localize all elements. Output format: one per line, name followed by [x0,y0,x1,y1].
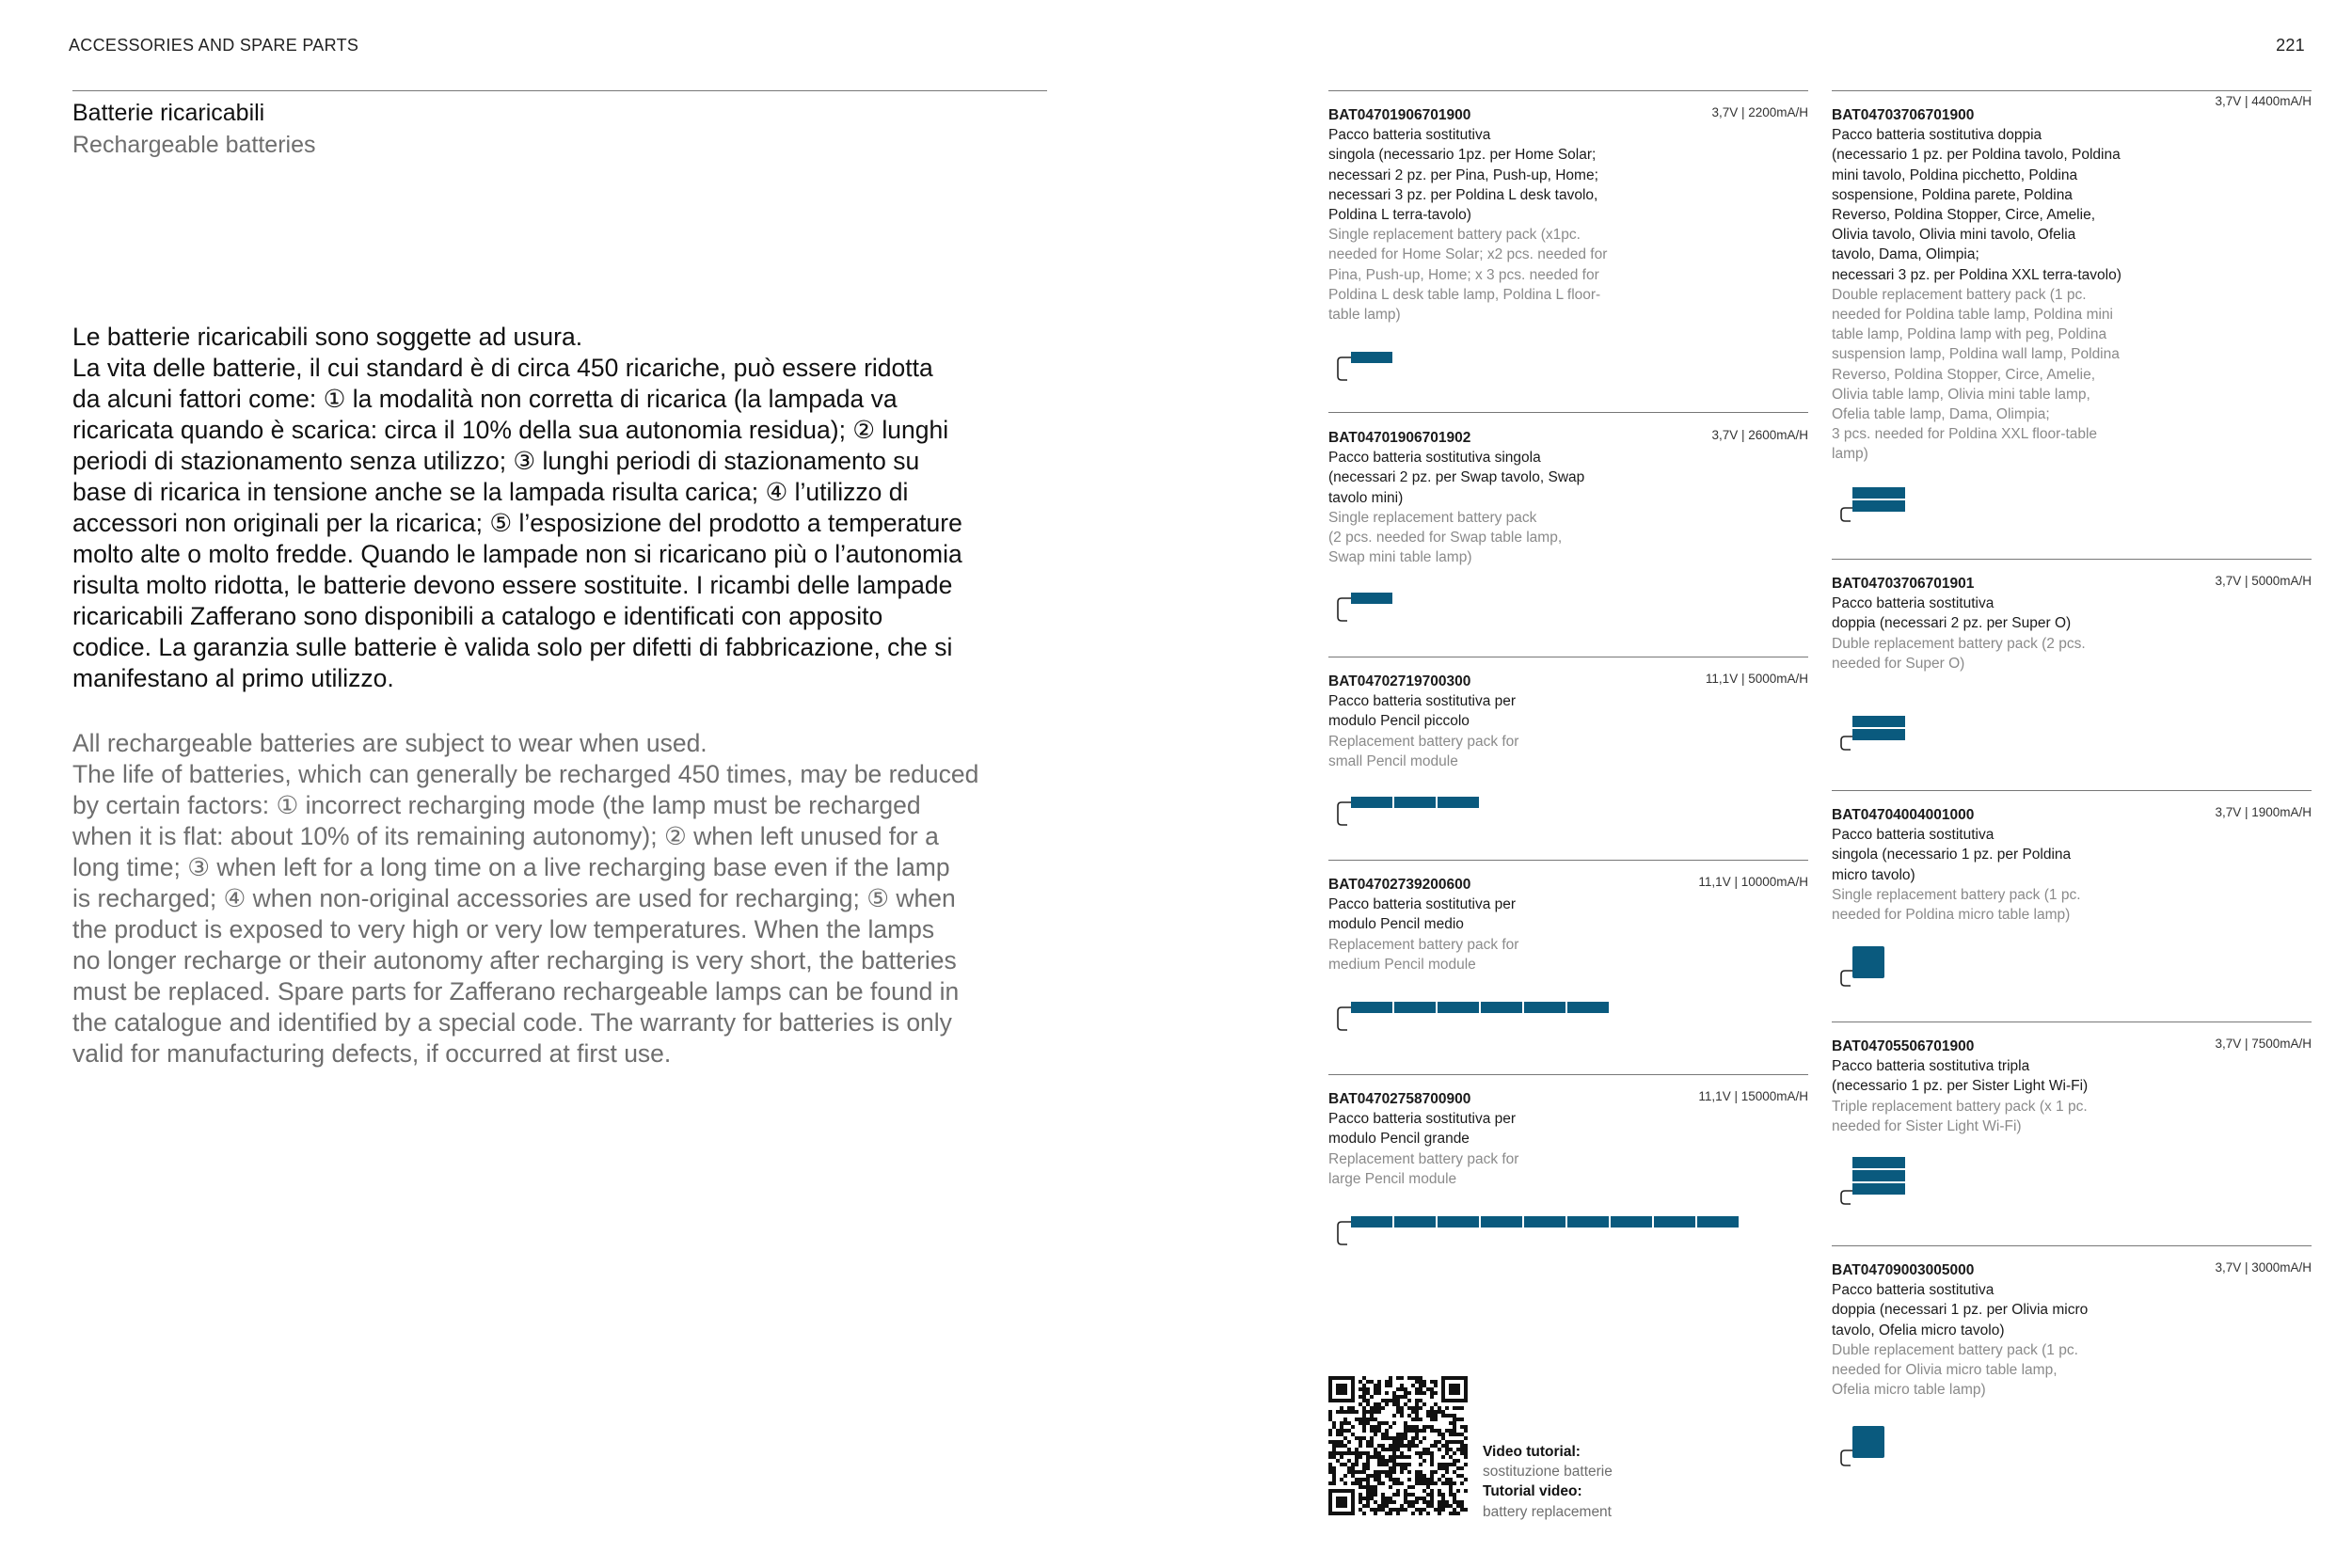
description-en: Duble replacement battery pack (2 pcs. [1832,635,2086,652]
battery-spec: 11,1V | 5000mA/H [1705,672,1808,686]
product-code: BAT04704004001000 [1832,807,1975,823]
battery-cell [1438,1002,1479,1013]
description-en: needed for Poldina micro table lamp) [1832,907,2071,924]
battery-pack-icon [1839,944,1888,993]
text-line: La vita delle batterie, il cui standard è di circa 450 ricariche, può essere ridotta [72,354,933,382]
description-it: Olivia tavolo, Olivia mini tavolo, Ofelia [1832,227,2076,244]
description-it: necessari 2 pz. per Pina, Push-up, Home; [1328,166,1598,183]
description-en: Single replacement battery pack [1328,509,1537,526]
battery-spec: 3,7V | 2200mA/H [1711,105,1808,119]
divider [1832,559,2312,560]
battery-cell [1654,1216,1695,1227]
description-en: Pina, Push-up, Home; x 3 pcs. needed for [1328,266,1599,283]
battery-spec: 3,7V | 7500mA/H [2215,1037,2312,1051]
battery-spec: 3,7V | 4400mA/H [2215,94,2312,108]
battery-wire [1841,971,1852,986]
text-line: no longer recharge or their autonomy after recharging is very short, the batteries [72,946,957,974]
description-it: necessari 3 pz. per Poldina L desk tavolo, [1328,186,1598,203]
section-header: ACCESSORIES AND SPARE PARTS [69,36,359,55]
battery-spec: 3,7V | 2600mA/H [1711,428,1808,442]
video-label-it: Video tutorial: [1483,1444,1581,1460]
battery-cell [1852,1183,1905,1195]
description-en: needed for Home Solar; x2 pcs. needed for [1328,246,1608,263]
battery-cell [1524,1216,1565,1227]
description-en: Replacement battery pack for [1328,1150,1519,1167]
description-en: needed for Super O) [1832,655,1965,672]
divider [1328,412,1808,413]
product-entry [1832,1260,2189,1400]
text-line: by certain factors: ① incorrect recharging mode (the lamp must be recharged [72,791,921,819]
battery-pack-icon [1839,483,1907,532]
description-en: small Pencil module [1328,752,1458,769]
battery-cell [1852,500,1905,512]
description-en: (2 pcs. needed for Swap table lamp, [1328,530,1563,546]
product-entry [1328,1089,1686,1189]
text-line: Le batterie ricaricabili sono soggette ad usura. [72,323,583,351]
description-it: micro tavolo) [1832,866,1915,883]
product-code: BAT04703706701900 [1832,107,1975,123]
product-code: BAT04709003005000 [1832,1262,1975,1278]
battery-spec: 3,7V | 3000mA/H [2215,1260,2312,1275]
description-en: Single replacement battery pack (x1pc. [1328,227,1581,244]
description-it: necessari 3 pz. per Poldina XXL terra-tavolo) [1832,266,2122,283]
battery-cell [1611,1216,1652,1227]
battery-cell [1567,1216,1609,1227]
battery-cell [1852,729,1905,740]
battery-pack-icon [1839,1424,1888,1473]
battery-cell [1438,797,1479,808]
text-line: risulta molto ridotta, le batterie devono essere sostituite. I ricambi delle lampade [72,571,953,599]
description-en: Olivia table lamp, Olivia mini table lamp, [1832,386,2090,403]
text-line: must be replaced. Spare parts for Zafferano rechargeable lamps can be found in [72,977,960,1006]
divider [1832,790,2312,791]
divider [1832,1245,2312,1246]
video-sub-it: sostituzione batterie [1483,1464,1613,1481]
text-line: The life of batteries, which can generally be recharged 450 times, may be reduced [72,760,979,788]
qr-code[interactable] [1328,1376,1468,1520]
description-en: Replacement battery pack for [1328,936,1519,953]
description-it: Pacco batteria sostitutiva per [1328,693,1517,710]
battery-wire [1841,736,1852,750]
product-entry [1832,105,2189,465]
description-it: (necessario 1 pz. per Poldina tavolo, Poldina [1832,147,2121,164]
text-line: molto alte o molto fredde. Quando le lampade non si ricaricano più o l’autonomia [72,540,962,568]
description-en: needed for Sister Light Wi-Fi) [1832,1117,2022,1134]
battery-cell [1852,716,1905,727]
battery-pack-icon [1839,1153,1907,1215]
description-it: Pacco batteria sostitutiva singola [1328,450,1541,467]
battery-cell [1394,1002,1436,1013]
page-title: Batterie ricaricabili [72,100,265,126]
battery-pack-icon [1336,793,1483,831]
battery-cell [1394,797,1436,808]
description-it: singola (necessario 1 pz. per Poldina [1832,847,2072,863]
description-it: Pacco batteria sostitutiva tripla [1832,1058,2030,1075]
battery-pack-icon [1336,589,1396,626]
battery-wire [1338,802,1351,825]
description-it: (necessario 1 pz. per Sister Light Wi-Fi) [1832,1078,2089,1095]
battery-pack-icon [1336,348,1396,386]
divider [1328,90,1808,91]
description-it: Pacco batteria sostitutiva per [1328,896,1517,913]
description-it: Poldina L terra-tavolo) [1328,207,1471,224]
battery-pack-icon [1336,1212,1742,1250]
description-en: Poldina L desk table lamp, Poldina L floor- [1328,286,1601,303]
description-it: (necessari 2 pz. per Swap tavolo, Swap [1328,469,1585,486]
description-en: table lamp, Poldina lamp with peg, Poldina [1832,326,2107,343]
battery-cell [1567,1002,1609,1013]
description-it: mini tavolo, Poldina picchetto, Poldina [1832,166,2078,183]
divider [1328,1074,1808,1075]
battery-wire [1338,1222,1351,1244]
battery-spec: 11,1V | 15000mA/H [1698,1089,1808,1103]
battery-pack-icon [1336,998,1613,1036]
text-line: base di ricarica in tensione anche se la lampada risulta carica; ④ l’utilizzo di [72,478,909,506]
battery-cell [1852,487,1905,499]
battery-cell [1351,593,1392,604]
battery-wire [1338,1007,1351,1030]
product-entry [1832,574,2189,673]
product-code: BAT04705506701900 [1832,1038,1975,1054]
battery-wire [1841,508,1852,521]
description-it: tavolo mini) [1328,489,1404,506]
battery-cell [1852,1426,1884,1458]
description-en: suspension lamp, Poldina wall lamp, Poldina [1832,346,2120,363]
description-it: Pacco batteria sostitutiva [1832,1282,1994,1299]
page-number: 221 [2276,36,2305,55]
text-line: is recharged; ④ when non-original accessories are used for recharging; ⑤ when [72,884,956,912]
text-line: ricaricabili Zafferano sono disponibili a catalogo e identificati con apposito [72,602,883,630]
product-entry [1328,428,1686,567]
description-en: needed for Olivia micro table lamp, [1832,1362,2058,1379]
text-line: ricaricata quando è scarica: circa il 10% della sua autonomia residua); ② lunghi [72,416,949,444]
divider [72,90,1047,91]
description-en: 3 pcs. needed for Poldina XXL floor-table [1832,426,2098,443]
battery-spec: 3,7V | 1900mA/H [2215,805,2312,819]
product-entry [1328,672,1686,771]
product-code: BAT04702758700900 [1328,1091,1471,1107]
page-subtitle: Rechargeable batteries [72,132,316,158]
description-en: large Pencil module [1328,1170,1457,1187]
product-code: BAT04702739200600 [1328,877,1471,893]
video-sub-en: battery replacement [1483,1503,1612,1520]
product-entry [1328,875,1686,974]
battery-cell [1481,1002,1522,1013]
battery-cell [1481,1216,1522,1227]
intro-english [72,728,1060,1069]
description-it: tavolo, Ofelia micro tavolo) [1832,1322,2005,1338]
description-it: sospensione, Poldina parete, Poldina [1832,186,2073,203]
battery-spec: 3,7V | 5000mA/H [2215,574,2312,588]
product-code: BAT04703706701901 [1832,576,1975,592]
text-line: when it is flat: about 10% of its remaining autonomy); ② when left unused for a [72,822,939,850]
battery-cell [1438,1216,1479,1227]
description-it: modulo Pencil medio [1328,916,1464,933]
description-en: Ofelia table lamp, Dama, Olimpia; [1832,406,2050,423]
description-it: singola (necessario 1pz. per Home Solar; [1328,147,1597,164]
description-it: modulo Pencil piccolo [1328,713,1470,730]
battery-cell [1351,797,1392,808]
video-tutorial [1483,1442,1613,1522]
description-en: Single replacement battery pack (1 pc. [1832,886,2081,903]
product-code: BAT04702719700300 [1328,673,1471,689]
description-it: Pacco batteria sostitutiva [1832,827,1994,844]
battery-cell [1394,1216,1436,1227]
description-en: Swap mini table lamp) [1328,549,1472,566]
battery-wire [1841,1450,1852,1465]
text-line: All rechargeable batteries are subject to wear when used. [72,729,707,757]
product-entry [1832,1037,2189,1136]
battery-wire [1338,598,1351,621]
battery-cell [1351,1002,1392,1013]
product-entry [1328,105,1686,325]
description-it: Pacco batteria sostitutiva per [1328,1111,1517,1128]
text-line: periodi di stazionamento senza utilizzo; ③ lunghi periodi di stazionamento su [72,447,920,475]
description-it: Pacco batteria sostitutiva [1832,595,1994,612]
text-line: accessori non originali per la ricarica; ⑤ l’esposizione del prodotto a temperature [72,509,962,537]
description-en: Replacement battery pack for [1328,733,1519,750]
description-en: Reverso, Poldina Stopper, Circe, Amelie, [1832,366,2095,383]
product-code: BAT04701906701900 [1328,107,1471,123]
text-line: the catalogue and identified by a special code. The warranty for batteries is only [72,1008,952,1037]
battery-cell [1852,1157,1905,1168]
description-en: Duble replacement battery pack (1 pc. [1832,1341,2078,1358]
battery-cell [1351,1216,1392,1227]
intro-italian [72,322,1060,694]
description-en: medium Pencil module [1328,956,1476,973]
divider [1832,90,2312,91]
description-it: Pacco batteria sostitutiva doppia [1832,127,2042,144]
text-line: long time; ③ when left for a long time on a live recharging base even if the lamp [72,853,950,881]
battery-cell [1852,1170,1905,1181]
description-en: table lamp) [1328,307,1401,324]
text-line: manifestano al primo utilizzo. [72,664,394,692]
battery-cell [1697,1216,1739,1227]
text-line: valid for manufacturing defects, if occurred at first use. [72,1039,672,1068]
battery-wire [1338,357,1351,380]
description-it: doppia (necessari 2 pz. per Super O) [1832,615,2072,632]
text-line: codice. La garanzia sulle batterie è valida solo per difetti di fabbricazione, che si [72,633,953,661]
description-en: lamp) [1832,446,1868,463]
product-code: BAT04701906701902 [1328,430,1471,446]
description-en: needed for Poldina table lamp, Poldina mini [1832,307,2113,324]
product-entry [1832,805,2189,925]
description-it: modulo Pencil grande [1328,1131,1470,1148]
description-en: Ofelia micro table lamp) [1832,1382,1986,1399]
battery-cell [1351,352,1392,363]
description-it: Pacco batteria sostitutiva [1328,127,1491,144]
battery-wire [1841,1191,1852,1204]
battery-pack-icon [1839,712,1907,761]
battery-cell [1524,1002,1565,1013]
battery-cell [1852,946,1884,978]
video-label-en: Tutorial video: [1483,1483,1582,1500]
divider [1328,860,1808,861]
text-line: da alcuni fattori come: ① la modalità non corretta di ricarica (la lampada va [72,385,898,413]
text-line: the product is exposed to very high or very low temperatures. When the lamps [72,915,935,943]
description-en: Double replacement battery pack (1 pc. [1832,286,2087,303]
battery-spec: 11,1V | 10000mA/H [1698,875,1808,889]
description-it: tavolo, Dama, Olimpia; [1832,246,1979,263]
description-en: Triple replacement battery pack (x 1 pc. [1832,1098,2088,1115]
description-it: Reverso, Poldina Stopper, Circe, Amelie, [1832,207,2095,224]
description-it: doppia (necessari 1 pz. per Olivia micro [1832,1302,2089,1319]
